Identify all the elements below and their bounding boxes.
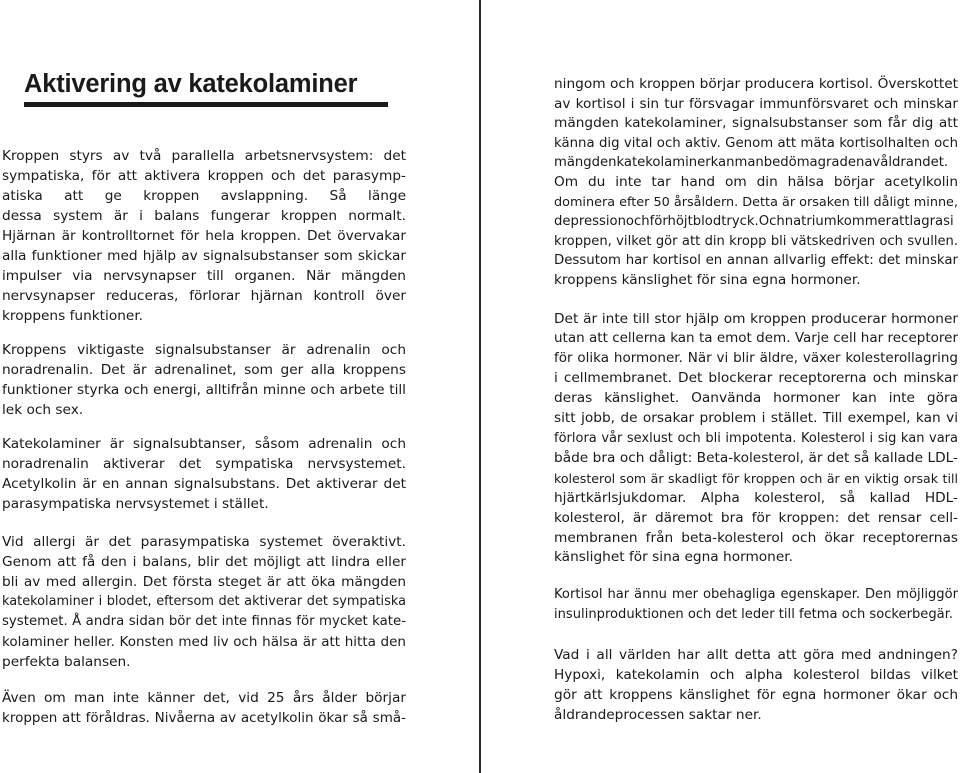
text-line: känslighet för sina egna hormoner. (554, 549, 793, 566)
text-line: kolaminer heller. Konsten med liv och hälsa är att hitta den (2, 634, 406, 650)
text-line: atiska att ge kroppen avslappning. Så länge (2, 188, 406, 204)
text-line: Även om man inte känner det, vid 25 års ålder börjar (2, 690, 406, 706)
paragraph-6 (554, 75, 958, 291)
text-line: impulser via nervsynapser till organen. När mängden (2, 268, 406, 284)
text-line: av kortisol i sin tur försvagar immunförsvaret och minskar (554, 95, 958, 112)
text-line: kolesterol, är däremot bra för kroppen: det rensar cell- (554, 509, 958, 526)
text-line: dessa system är i balans fungerar kroppen normalt. (2, 208, 406, 224)
text-line: i cellmembranet. Det blockerar receptorerna och minskar (554, 370, 958, 387)
paragraph-5 (2, 688, 406, 728)
text-line: Om du inte tar hand om din hälsa börjar acetylkolin (554, 173, 958, 190)
paragraph-4 (2, 532, 406, 672)
text-line: Kroppen styrs av två parallella arbetsnervsystem: det (2, 148, 406, 164)
text-line: noradrenalin aktiverar det sympatiska nervsystemet. (2, 456, 406, 472)
text-line: sitt jobb, de orsakar problem i stället. Till exempel, kan vi (554, 410, 958, 427)
text-line: Hypoxi, katekolamin och alpha kolesterol bildas vilket (554, 667, 958, 684)
text-line: noradrenalin. Det är adrenalinet, som ger alla kroppens (2, 362, 406, 378)
text-line: systemet. Å andra sidan bör det inte finnas för mycket kate- (2, 614, 406, 629)
page-title: Aktivering av katekolaminer (24, 70, 358, 98)
text-line: kroppen att föråldras. Nivåerna av acetylkolin ökar så små- (2, 710, 406, 726)
text-line: membranen från beta-kolesterol och ökar receptorernas (554, 529, 958, 546)
text-line: bli av med allergin. Det första steget är att öka mängden (2, 574, 406, 590)
text-line: depressionochförhöjtblodtryck.Ochnatriumkommerattlagrasi (554, 214, 954, 230)
text-line: perfekta balansen. (2, 654, 131, 670)
text-line: alla funktioner med hjälp av signalsubstanser som skickar (2, 248, 406, 264)
paragraph-3 (2, 434, 406, 514)
text-line: Kortisol har ännu mer obehagliga egenskaper. Den möjliggör (554, 587, 958, 603)
text-line: dominera efter 50 årsåldern. Detta är orsaken till dåligt minne, (554, 194, 958, 210)
text-line: mängden katekolaminer, signalsubstanser som får dig att (554, 115, 958, 132)
text-line: deras känslighet. Oanvända hormoner kan inte göra (554, 390, 958, 407)
paragraph-8 (554, 585, 958, 625)
text-line: gör att kroppens känslighet för egna hormoner ökar och (554, 687, 958, 704)
text-line: hjärtkärlsjukdomar. Alpha kolesterol, så kallad HDL- (554, 489, 958, 506)
right-column (554, 75, 958, 739)
text-line: nervsynapser reduceras, förlorar hjärnan kontroll över (2, 288, 406, 304)
text-line: parasympatiska nervsystemet i stället. (2, 496, 269, 512)
left-column (2, 146, 406, 742)
text-line: Katekolaminer är signalsubtanser, såsom adrenalin och (2, 436, 406, 452)
text-line: Kroppens viktigaste signalsubstanser är adrenalin och (2, 342, 406, 358)
text-line: Vid allergi är det parasympatiska systemet överaktivt. (2, 534, 406, 550)
text-line: kroppen, vilket gör att din kropp bli vätskedriven och svullen. (554, 233, 958, 249)
text-line: för olika hormoner. När vi blir äldre, växer kolesterollagring (554, 350, 958, 367)
text-line: Genom att få den i balans, blir det möjligt att lindra eller (2, 554, 406, 570)
text-line: Acetylkolin är en annan signalsubstans. Det aktiverar det (2, 476, 406, 492)
text-line: kroppens känslighet för sina egna hormoner. (554, 271, 861, 288)
text-line: förlora vår sexlust och bli impotenta. Kolesterol i sig kan vara (554, 430, 958, 446)
text-line: lek och sex. (2, 402, 84, 418)
paragraph-7 (554, 310, 958, 569)
text-line: kolesterol som är skadligt för kroppen och är en viktig orsak till (554, 470, 958, 486)
text-line: funktioner styrka och energi, alltifrån minne och arbete till (2, 382, 406, 398)
page-divider (479, 0, 481, 773)
text-line: utan att cellerna kan ta emot dem. Varje cell har receptorer (554, 330, 958, 347)
text-line: känna dig vital och aktiv. Genom att mäta kortisolhalten och (554, 135, 958, 151)
text-line: sympatiska, för att aktivera kroppen och det parasymp- (2, 168, 406, 184)
paragraph-9 (554, 645, 958, 725)
text-line: både bra och dåligt: Beta-kolesterol, är det så kallade LDL- (554, 449, 958, 466)
title-underline (24, 102, 388, 107)
text-line: Dessutom har kortisol en annan allvarlig effekt: det minskar (554, 253, 958, 269)
text-line: kroppens funktioner. (2, 308, 144, 324)
text-line: Hjärnan är kontrolltornet för hela kroppen. Det övervakar (2, 228, 406, 244)
paragraph-2 (2, 340, 406, 420)
text-line: Vad i all världen har allt detta att göra med andningen? (554, 647, 958, 664)
text-line: åldrandeprocessen saktar ner. (554, 707, 762, 724)
text-line: insulinproduktionen och det leder till fetma och sockerbegär. (554, 607, 954, 623)
text-line: Det är inte till stor hjälp om kroppen producerar hormoner (554, 310, 958, 327)
text-line: ningom och kroppen börjar producera kortisol. Överskottet (554, 76, 958, 92)
text-line: mängdenkatekolaminerkanmanbedömagradenavåldrandet. (554, 155, 949, 171)
paragraph-1 (2, 146, 406, 326)
text-line: katekolaminer i blodet, eftersom det aktiverar det sympatiska (2, 594, 406, 609)
title-block (24, 68, 388, 107)
